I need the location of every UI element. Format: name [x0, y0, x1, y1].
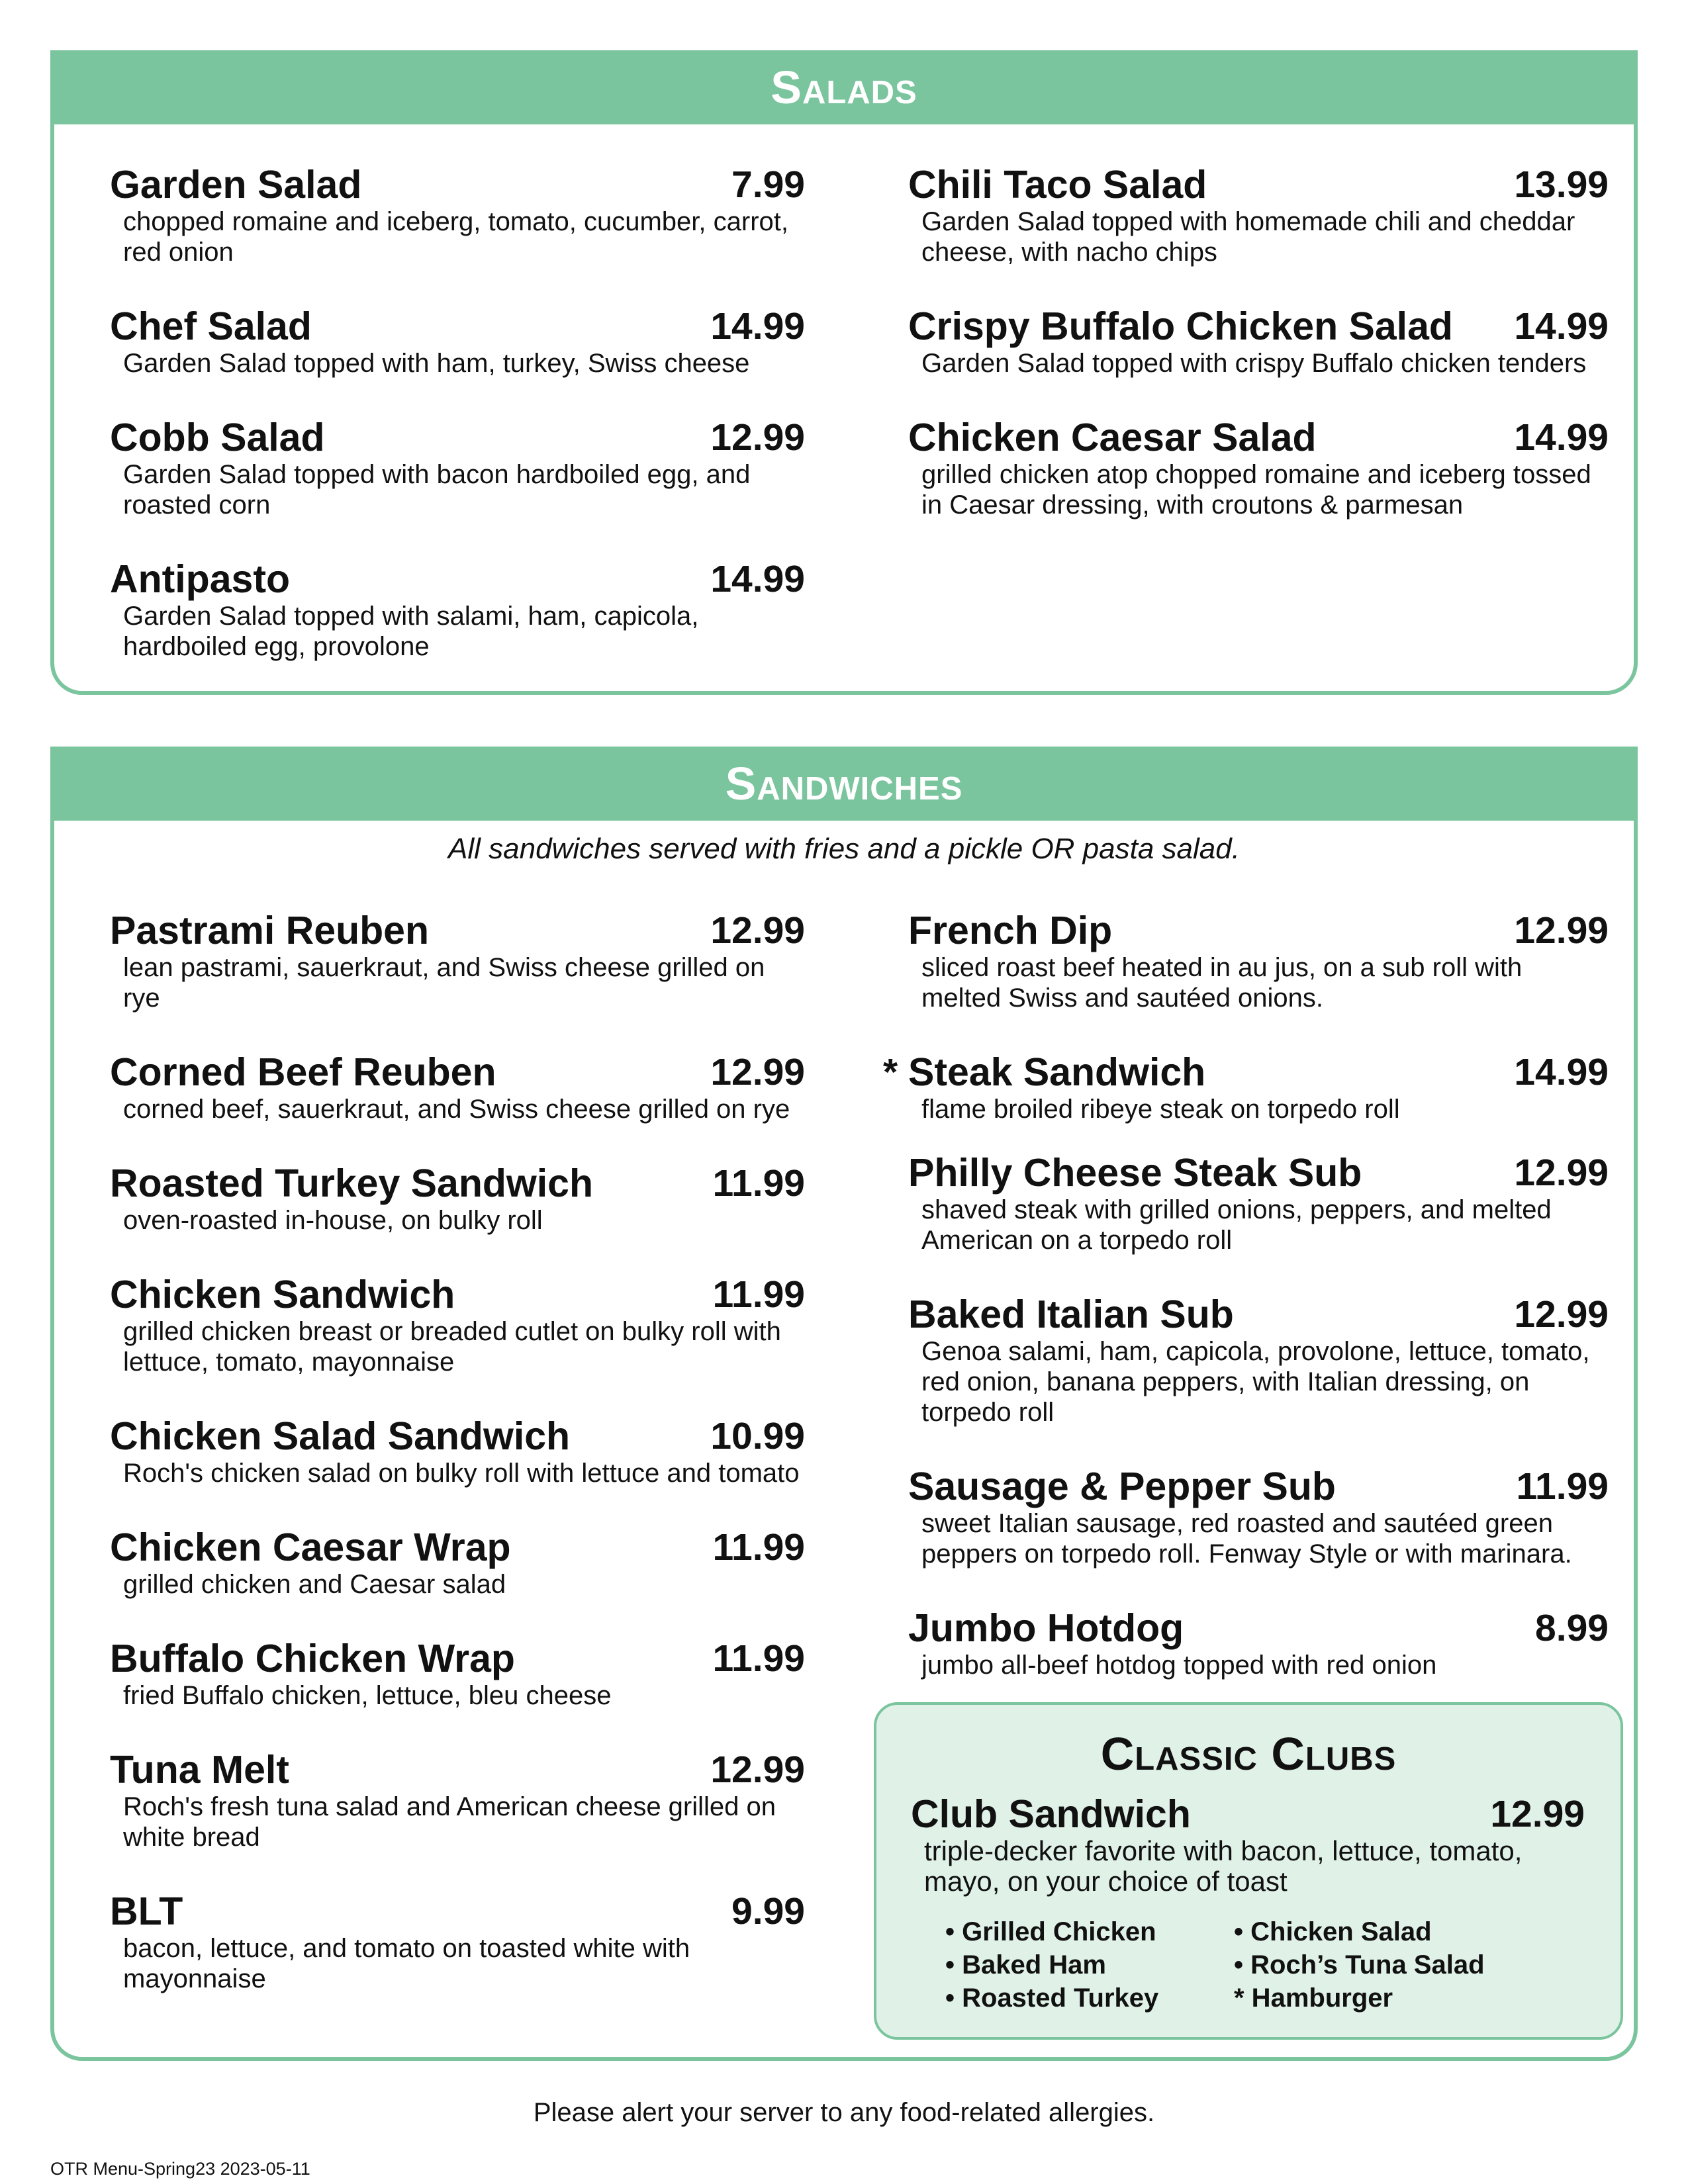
menu-item — [110, 1637, 805, 1711]
item-name: Garden Salad — [110, 163, 362, 206]
club-options-right — [1234, 1915, 1485, 2015]
salads-title: Salads — [771, 62, 917, 113]
description: Garden Salad topped with homemade chili and cheddar cheese, with nacho chips — [921, 207, 1575, 267]
description: Garden Salad topped with salami, ham, capicola, hardboiled egg, provolone — [123, 602, 699, 661]
item-name: Roasted Turkey Sandwich — [110, 1161, 594, 1205]
description: shaved steak with grilled onions, peppers, and melted American on a torpedo roll — [921, 1195, 1552, 1255]
item-name: Antipasto — [110, 557, 291, 601]
description: oven-roasted in-house, on bulky roll — [123, 1206, 543, 1235]
description: Roch's fresh tuna salad and American cheese grilled on white bread — [123, 1792, 776, 1852]
club-option: • Baked Ham — [945, 1950, 1106, 1979]
price: 14.99 — [1514, 416, 1609, 459]
price: 14.99 — [1514, 305, 1609, 347]
description: Genoa salami, ham, capicola, provolone, lettuce, tomato, red onion, banana peppers, with Italian dressing, on torpedo roll — [921, 1337, 1590, 1427]
club-option: • Roch’s Tuna Salad — [1234, 1950, 1485, 1979]
price: 11.99 — [712, 1273, 805, 1316]
description: grilled chicken atop chopped romaine and iceberg tossed in Caesar dressing, with croutons & parmesan — [921, 460, 1591, 520]
price: 11.99 — [712, 1526, 805, 1569]
allergy-note: Please alert your server to any food-related allergies. — [533, 2098, 1155, 2127]
menu-item — [110, 1525, 805, 1600]
description: jumbo all-beef hotdog topped with red onion — [921, 1651, 1437, 1680]
price: 12.99 — [1514, 1152, 1609, 1194]
sandwiches-title: Sandwiches — [725, 758, 963, 809]
sandwiches-left-column — [110, 909, 805, 2031]
item-name: Chef Salad — [110, 304, 312, 348]
price: 13.99 — [1514, 163, 1609, 206]
item-name: Crispy Buffalo Chicken Salad — [908, 304, 1453, 348]
price: 7.99 — [731, 163, 805, 206]
menu-item — [110, 1273, 805, 1377]
price: 12.99 — [1490, 1793, 1585, 1835]
menu-item — [908, 304, 1609, 379]
club-options-left — [945, 1915, 1158, 2015]
description: chopped romaine and iceberg, tomato, cucumber, carrot, red onion — [123, 207, 788, 267]
menu-item — [110, 1748, 805, 1852]
menu-code: OTR Menu-Spring23 2023-05-11 — [50, 2159, 310, 2179]
menu-item — [908, 163, 1609, 267]
item-name: Philly Cheese Steak Sub — [908, 1151, 1362, 1195]
description: grilled chicken and Caesar salad — [123, 1570, 506, 1599]
description: grilled chicken breast or breaded cutlet on bulky roll with lettuce, tomato, mayonnaise — [123, 1317, 781, 1377]
menu-item — [908, 416, 1609, 520]
price: 8.99 — [1535, 1607, 1609, 1649]
item-name: Chili Taco Salad — [908, 163, 1207, 206]
sandwiches-right-column — [883, 909, 1609, 1717]
menu-item — [110, 909, 805, 1013]
price: 12.99 — [710, 1051, 805, 1093]
menu-item — [110, 1414, 805, 1488]
price: 12.99 — [710, 1749, 805, 1791]
description: Garden Salad topped with crispy Buffalo chicken tenders — [921, 349, 1587, 378]
description: Garden Salad topped with bacon hardboiled egg, and roasted corn — [123, 460, 751, 520]
item-name: Tuna Melt — [110, 1748, 289, 1792]
item-name: Chicken Salad Sandwich — [110, 1414, 571, 1458]
price: 12.99 — [1514, 909, 1609, 952]
menu-item — [110, 1889, 805, 1994]
price: 12.99 — [710, 909, 805, 952]
item-name: Sausage & Pepper Sub — [908, 1465, 1336, 1508]
item-name: Baked Italian Sub — [908, 1293, 1234, 1336]
classic-clubs-title: Classic Clubs — [1100, 1728, 1397, 1780]
menu-item — [110, 163, 805, 267]
star-marker: * — [883, 1051, 898, 1093]
price: 11.99 — [712, 1162, 805, 1205]
item-name: Club Sandwich — [911, 1792, 1191, 1836]
item-name: Cobb Salad — [110, 416, 325, 459]
description: flame broiled ribeye steak on torpedo roll — [921, 1095, 1400, 1124]
menu-item — [908, 1465, 1609, 1569]
menu-item — [110, 1050, 805, 1124]
price: 11.99 — [712, 1637, 805, 1680]
menu-item — [110, 304, 805, 379]
menu-item — [908, 1151, 1609, 1255]
classic-clubs-box — [874, 1702, 1623, 2040]
sandwiches-header — [50, 747, 1638, 821]
club-option: * Hamburger — [1234, 1983, 1393, 2013]
menu-item — [110, 557, 805, 662]
menu-item — [110, 416, 805, 520]
menu-item — [908, 1293, 1609, 1428]
item-name: Chicken Caesar Wrap — [110, 1525, 511, 1569]
price: 9.99 — [731, 1890, 805, 1933]
menu-item — [911, 1792, 1585, 1897]
item-name: Jumbo Hotdog — [908, 1606, 1184, 1650]
club-option: • Chicken Salad — [1234, 1917, 1432, 1946]
item-name: French Dip — [908, 909, 1113, 952]
menu-item — [883, 1050, 1609, 1124]
price: 14.99 — [710, 558, 805, 600]
price: 12.99 — [1514, 1293, 1609, 1336]
price: 12.99 — [710, 416, 805, 459]
club-option: • Grilled Chicken — [945, 1917, 1156, 1946]
salads-left-column — [110, 163, 805, 699]
salads-right-column — [908, 163, 1609, 557]
description: triple-decker favorite with bacon, lettuce, tomato, mayo, on your choice of toast — [924, 1835, 1523, 1897]
item-name: Chicken Sandwich — [110, 1273, 455, 1316]
description: lean pastrami, sauerkraut, and Swiss cheese grilled on rye — [123, 953, 765, 1013]
menu-item — [908, 909, 1609, 1013]
item-name: BLT — [110, 1889, 183, 1933]
item-name: Corned Beef Reuben — [110, 1050, 496, 1094]
description: Roch's chicken salad on bulky roll with lettuce and tomato — [123, 1459, 800, 1488]
salads-header — [50, 50, 1638, 124]
description: bacon, lettuce, and tomato on toasted white with mayonnaise — [123, 1934, 690, 1993]
description: sliced roast beef heated in au jus, on a sub roll with melted Swiss and sautéed onions. — [921, 953, 1523, 1013]
price: 11.99 — [1516, 1465, 1609, 1508]
price: 14.99 — [1514, 1051, 1609, 1093]
description: sweet Italian sausage, red roasted and sautéed green peppers on torpedo roll. Fenway Style or with marinara. — [921, 1509, 1572, 1569]
description: fried Buffalo chicken, lettuce, bleu cheese — [123, 1681, 612, 1710]
menu-item — [110, 1161, 805, 1236]
menu-item — [908, 1606, 1609, 1680]
item-name: Buffalo Chicken Wrap — [110, 1637, 515, 1680]
sandwiches-subtitle: All sandwiches served with fries and a pickle OR pasta salad. — [448, 833, 1240, 865]
price: 10.99 — [710, 1415, 805, 1457]
description: corned beef, sauerkraut, and Swiss cheese grilled on rye — [123, 1095, 790, 1124]
price: 14.99 — [710, 305, 805, 347]
item-name: Steak Sandwich — [908, 1050, 1206, 1094]
item-name: Chicken Caesar Salad — [908, 416, 1317, 459]
item-name: Pastrami Reuben — [110, 909, 429, 952]
club-option: • Roasted Turkey — [945, 1983, 1159, 2013]
description: Garden Salad topped with ham, turkey, Swiss cheese — [123, 349, 750, 378]
